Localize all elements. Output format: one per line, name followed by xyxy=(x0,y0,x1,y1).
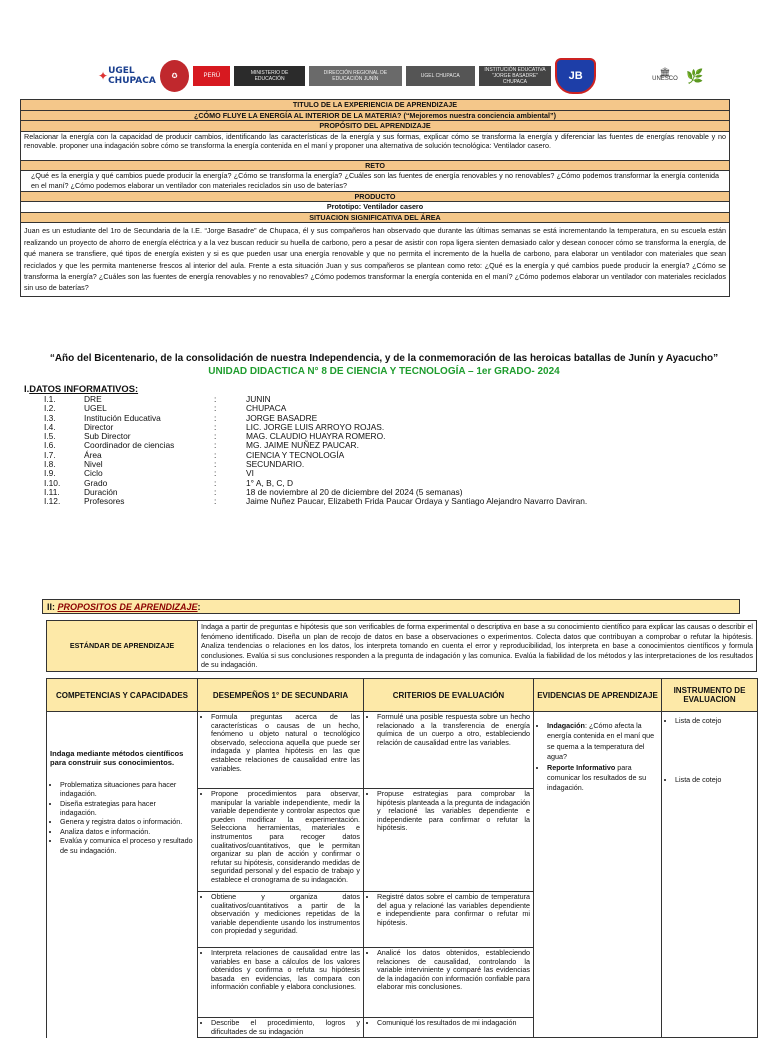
competence-title: Indaga mediante métodos científicos para construir sus conocimientos. xyxy=(50,749,184,768)
header-evidencias: EVIDENCIAS DE APRENDIZAJE xyxy=(534,679,662,712)
competence-cell xyxy=(47,712,198,1038)
datos-value: LIC. JORGE LUIS ARROYO ROJAS. xyxy=(246,421,385,432)
instrument-item: • Lista de cotejo xyxy=(675,717,754,726)
standard-text: Indaga a partir de preguntas e hipótesis que son verificables de forma experimental o descriptiva en base a su conocimiento científico para explicar las causas o describir el fenómeno identificado. Diseña un plan de recojo de datos en base a observaciones o experimentos. Colecta datos que contribuyan a comprobar o refutar la hipótesis. Analiza tendencias o relaciones en los datos, los interpreta tomando en cuenta el error y reproducibilidad, los interpreta en base a conocimientos científicos y formula conclusiones. Evalúa si sus conclusiones responden a la pregunta de indagación y las comunica. Evalúa la fiabilidad de los métodos y las interpretaciones de los resultados de su indagación. xyxy=(198,621,757,672)
datos-row xyxy=(44,497,744,506)
datos-num: I.7. xyxy=(44,449,56,460)
datos-row xyxy=(44,441,744,450)
product-text: Prototipo: Ventilador casero xyxy=(21,202,730,213)
datos-label: Grado xyxy=(84,477,108,488)
evidence-item: • Reporte Informativo para comunicar los resultados de su indagación. xyxy=(547,763,658,794)
evidences-cell xyxy=(534,712,662,1038)
datos-label: Área xyxy=(84,449,102,460)
criterio-text: • Comuniqué los resultados de mi indagación xyxy=(377,1019,530,1028)
competencies-table xyxy=(46,678,758,1038)
datos-sep: : xyxy=(214,403,217,414)
purpose-header: PROPÓSITO DEL APRENDIZAJE xyxy=(21,121,730,132)
datos-value: JORGE BASADRE xyxy=(246,412,318,423)
datos-sep: : xyxy=(214,431,217,442)
desempeno-cell xyxy=(198,948,364,1018)
instrument-item: • Lista de cotejo xyxy=(675,776,754,785)
header-instrumento: INSTRUMENTO DE EVALUACION xyxy=(662,679,758,712)
datos-value: 1° A, B, C, D xyxy=(246,477,294,488)
datos-label: Sub Director xyxy=(84,431,131,442)
capacity-item: • Genera y registra datos o información. xyxy=(60,817,194,826)
datos-label: UGEL xyxy=(84,403,107,414)
datos-row xyxy=(44,395,744,404)
datos-row xyxy=(44,469,744,478)
datos-num: I.12. xyxy=(44,496,61,507)
unesco-logo: 🏛 UNESCO xyxy=(652,67,678,82)
datos-value: CIENCIA Y TECNOLOGÍA xyxy=(246,449,345,460)
criterio-cell xyxy=(364,712,534,789)
criterio-cell xyxy=(364,1018,534,1038)
criterio-text: • Registré datos sobre el cambio de temperatura del agua y relacioné las variables dependiente e independiente para confirmar o refutar mi hipótesis. xyxy=(377,893,530,927)
capacity-item: • Diseña estrategias para hacer indagación. xyxy=(60,799,194,818)
datos-num: I.2. xyxy=(44,403,56,414)
desempeno-text: • Propone procedimientos para observar, manipular la variable independiente, medir la variable dependiente y controlar aspectos que pueden modificar la experimentación. Selecciona herramientas, materiales e instrumentos para recoger datos cualitativos/cuantitativos, que le permitan organizar su plan de acción y confirmar o refutar su hipótesis, considerando medidas de seguridad personal y del espacio de trabajo y establece el cronograma de su indagación. xyxy=(211,790,360,885)
datos-sep: : xyxy=(214,459,217,470)
situation-text: Juan es un estudiante del 1ro de Secundaria de la I.E. “Jorge Basadre” de Chupaca, él y sus compañeros han observado que durante las últimas semanas se está incrementando la temperatura, en su escuela están realizando un proyecto de ahorro de energía eléctrica y a la vez buscan reducir su huella de carbono, pero a pesar de asistir con ropa ligera sienten demasiado calor y desean conocer cómo se transforma la energía, de qué manera se transfiere, qué tipos de energía existen y si es que pueden usar una energía renovable y que no permita el incremento de la huella de carbono, para elaborar un ventilador con materiales que sean reciclados y que les permita mantenerse frescos al interior del aula. Frente a esta situación Juan y sus compañeros se plantean como reto: ¿Qué es la energía y qué cambios puede producir la energía? ¿Cómo se transforma la energía? ¿Cuáles son las fuentes de energía renovables y no renovables? ¿Cómo podemos transformar la energía contenida en el maní? ¿Cómo podemos elaborar un ventilador con materiales reciclados sin uso de baterías? xyxy=(21,223,730,296)
title-header: TITULO DE LA EXPERIENCIA DE APRENDIZAJE xyxy=(21,100,730,111)
desempeno-cell xyxy=(198,1018,364,1038)
datos-label: Director xyxy=(84,421,114,432)
school-emblem-icon: 🌿 xyxy=(686,67,704,84)
datos-value: MG. JAIME NUÑEZ PAUCAR. xyxy=(246,440,359,451)
datos-sep: : xyxy=(214,421,217,432)
datos-num: I.10. xyxy=(44,477,61,488)
datos-row xyxy=(44,451,744,460)
datos-sep: : xyxy=(214,486,217,497)
ugel-logo: ✦ UGEL CHUPACA xyxy=(98,66,156,86)
datos-label: DRE xyxy=(84,394,102,404)
datos-num: I.5. xyxy=(44,431,56,442)
datos-label: Duración xyxy=(84,486,118,497)
year-motto: “Año del Bicentenario, de la consolidación de nuestra Independencia, y de la conmemoración de las heroicas batallas de Junín y Ayacucho” xyxy=(49,353,719,364)
header-criterios: CRITERIOS DE EVALUACIÓN xyxy=(364,679,534,712)
datos-value: SECUNDARIO. xyxy=(246,459,305,470)
datos-value: Jaime Nuñez Paucar, Elizabeth Frida Paucar Ordaya y Santiago Alejandro Navarro Daviran. xyxy=(246,496,588,507)
desempeno-cell xyxy=(198,712,364,789)
datos-num: I.6. xyxy=(44,440,56,451)
desempeno-text: • Formula preguntas acerca de las características o causas de un hecho, fenómeno u objeto natural o tecnológico observado, selecciona aquella que puede ser indagada y plantea hipótesis en las que establece relaciones de causalidad entre las variables. xyxy=(211,713,360,773)
standard-label: ESTÁNDAR DE APRENDIZAJE xyxy=(47,621,198,672)
datos-table xyxy=(44,395,744,507)
datos-sep: : xyxy=(214,496,217,507)
peru-label: PERÚ xyxy=(193,66,230,86)
challenge-text: ¿Qué es la energía y qué cambios puede producir la energía? ¿Cómo se transforma la energía? ¿Cuáles son las fuentes de energía renovables y no renovables? ¿Cómo podemos transformar la energía contenida en el maní? ¿Cómo podemos elaborar un ventilador con materiales reciclados sin uso de baterías? xyxy=(21,171,730,191)
datos-row xyxy=(44,414,744,423)
datos-num: I.4. xyxy=(44,421,56,432)
product-header: PRODUCTO xyxy=(21,191,730,202)
datos-label: Nivel xyxy=(84,459,103,470)
datos-row xyxy=(44,460,744,469)
criterio-cell xyxy=(364,789,534,892)
criterio-text: • Analicé los datos obtenidos, estableciendo relaciones de causalidad, controlando la variable interviniente y comparé las evidencias de la indagación con información confiable para elaborar mis conclusiones. xyxy=(377,949,530,992)
table-row xyxy=(47,712,758,789)
datos-num: I.3. xyxy=(44,412,56,423)
ie-label: INSTITUCIÓN EDUCATIVA "JORGE BASADRE" CHUPACA xyxy=(479,66,552,86)
datos-sep: : xyxy=(214,394,217,404)
datos-label: Institución Educativa xyxy=(84,412,161,423)
datos-sep: : xyxy=(214,449,217,460)
header-competencias: COMPETENCIAS Y CAPACIDADES xyxy=(47,679,198,712)
datos-num: I.8. xyxy=(44,459,56,470)
dre-label: DIRECCIÓN REGIONAL DE EDUCACIÓN JUNÍN xyxy=(309,66,402,86)
ie-shield-logo: JB xyxy=(555,58,596,94)
propositos-bar: II: PROPOSITOS DE APRENDIZAJE: xyxy=(42,599,740,614)
capacities-list xyxy=(50,780,194,855)
criterio-text: • Propuse estrategias para comprobar la hipótesis planteada a la pregunta de indagación y relacioné las variables dependiente e independiente para confirmar o refutar la hipótesis. xyxy=(377,790,530,833)
evidence-item: • Indagación: ¿Cómo afecta la energía contenida en el maní que se quema a la temperatura del agua? xyxy=(547,721,658,763)
datos-sep: : xyxy=(214,468,217,479)
capacity-item: • Evalúa y comunica el proceso y resultado de su indagación. xyxy=(60,836,194,855)
ugel-bar-label: UGEL CHUPACA xyxy=(406,66,475,86)
datos-title: I.DATOS INFORMATIVOS: xyxy=(24,383,139,394)
datos-value: VI xyxy=(246,468,254,479)
datos-label: Coordinador de ciencias xyxy=(84,440,175,451)
desempeno-text: • Obtiene y organiza datos cualitativos/cuantitativos a partir de la observación y mediciones repetidas de la variable dependiente usando los instrumentos con propiedad y seguridad. xyxy=(211,893,360,936)
capacity-item: • Problematiza situaciones para hacer indagación. xyxy=(60,780,194,799)
experience-table xyxy=(20,99,730,297)
datos-num: I.1. xyxy=(44,394,56,404)
standard-table xyxy=(46,620,757,672)
criterio-cell xyxy=(364,892,534,948)
datos-num: I.9. xyxy=(44,468,56,479)
experience-title: ¿CÓMO FLUYE LA ENERGÍA AL INTERIOR DE LA MATERIA? (“Mejoremos nuestra conciencia ambiental”) xyxy=(21,110,730,121)
datos-label: Profesores xyxy=(84,496,125,507)
datos-value: 18 de noviembre al 20 de diciembre del 2024 (5 semanas) xyxy=(246,486,463,497)
datos-value: JUNIN xyxy=(246,394,271,404)
desempeno-text: • Interpreta relaciones de causalidad entre las variables en base a cálculos de los valores obtenidos y confirma o refuta su hipótesis basada en evidencias, las compara con información confiable y elabora conclusiones. xyxy=(211,949,360,992)
unit-title: UNIDAD DIDACTICA N° 8 DE CIENCIA Y TECNOLOGÍA – 1er GRADO- 2024 xyxy=(208,366,560,377)
datos-sep: : xyxy=(214,412,217,423)
desempeno-cell xyxy=(198,892,364,948)
minedu-label: MINISTERIO DE EDUCACIÓN xyxy=(234,66,305,86)
header-desempenos: DESEMPEÑOS 1° DE SECUNDARIA xyxy=(198,679,364,712)
header-logo-strip xyxy=(98,58,704,94)
situation-header: SITUACION SIGNIFICATIVA DEL ÁREA xyxy=(21,212,730,223)
datos-value: MAG. CLAUDIO HUAYRA ROMERO. xyxy=(246,431,386,442)
criterio-text: • Formulé una posible respuesta sobre un hecho relacionado a la transferencia de energía química de un cuerpo a otro, estableciendo relación de causalidad entre las variables. xyxy=(377,713,530,747)
peru-seal-logo: ✪ xyxy=(160,60,190,92)
datos-sep: : xyxy=(214,477,217,488)
challenge-header: RETO xyxy=(21,160,730,171)
datos-num: I.11. xyxy=(44,486,60,497)
datos-value: CHUPACA xyxy=(246,403,287,414)
desempeno-cell xyxy=(198,789,364,892)
desempeno-text: • Describe el procedimiento, logros y dificultades de su indagación xyxy=(211,1019,360,1036)
purpose-text: Relacionar la energía con la capacidad de producir cambios, identificando las características de la energía y sus formas, explicar cómo se transforma la energía y diferenciar las fuentes de energías renovable y no renovable. proponer una indagación sobre cómo se transforma la energía contenida en el maní y proponer una alternativa de solución tecnológica: Ventilador casero. xyxy=(21,131,730,160)
datos-label: Ciclo xyxy=(84,468,103,479)
datos-sep: : xyxy=(214,440,217,451)
capacity-item: • Analiza datos e información. xyxy=(60,827,194,836)
criterio-cell xyxy=(364,948,534,1018)
datos-row xyxy=(44,423,744,432)
instrument-cell xyxy=(662,712,758,1038)
